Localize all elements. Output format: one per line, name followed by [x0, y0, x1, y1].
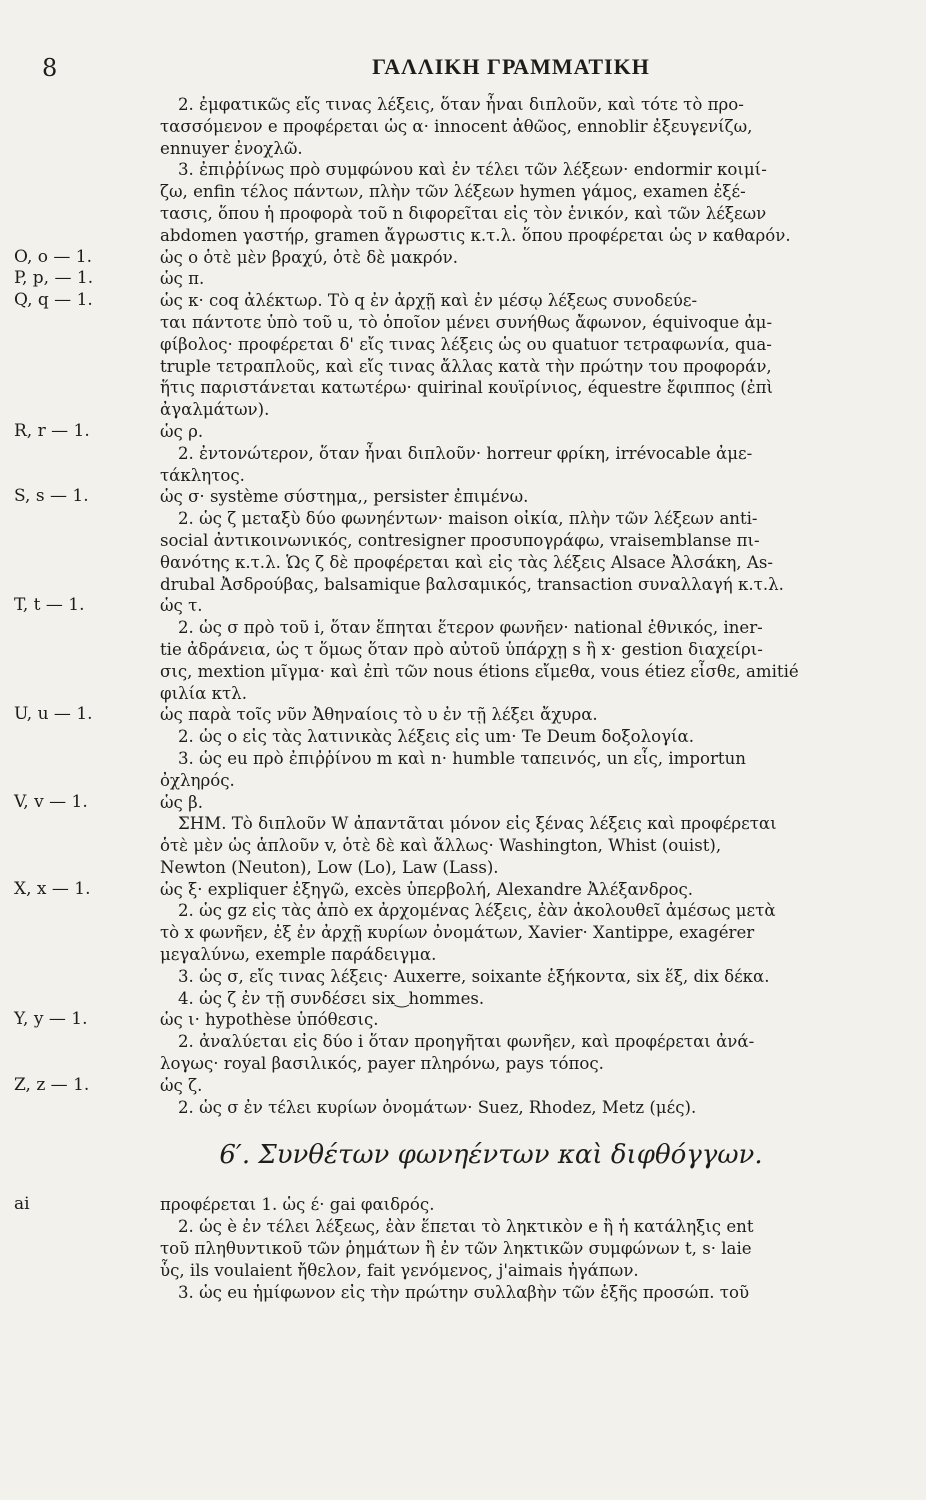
text-line: abdomen γαστήρ, gramen ἄγρωστις κ.τ.λ. ὅπου προφέρεται ὡς ν καθαρόν. [160, 225, 791, 245]
text-line: ἥτις παριστάνεται κατωτέρω· quirinal κουϊρίνιος, équestre ἔφιππος (ἐπὶ [160, 378, 774, 398]
letter-label: V, v — 1. [14, 791, 88, 812]
running-title: ΓΑΛΛΙΚΗ ΓΡΑΜΜΑΤΙΚΗ [372, 54, 650, 79]
page-header [42, 54, 862, 94]
paragraph-entry [14, 878, 862, 901]
paragraph-entry [160, 726, 862, 748]
text-line: ὡς ο ὁτὲ μὲν βραχύ, ὁτὲ δὲ μακρόν. [160, 247, 458, 267]
paragraph-entry [160, 988, 862, 1010]
text-line: τὸ x φωνῆεν, ἐξ ἐν ἀρχῇ κυρίων ὀνομάτων, Xavier· Xantippe, exagérer [160, 923, 755, 943]
text-line: τασσόμενον e προφέρεται ὡς α· innocent ἀθῶος, ennoblir ἐξευγενίζω, [160, 116, 753, 136]
text-line: 2. ὡς ζ μεταξὺ δύο φωνηέντων· maison οἰκία, πλὴν τῶν λέξεων anti- [178, 509, 758, 529]
paragraph-entry [160, 1216, 862, 1281]
text-line: τασις, ὅπου ἡ προφορὰ τοῦ n διφορεῖται εἰς τὸν ἑνικόν, καὶ τῶν λέξεων [160, 203, 767, 223]
text-line: ζω, enfin τέλος πάντων, πλὴν τῶν λέξεων hymen γάμος, examen ἐξέ- [160, 182, 746, 202]
paragraph-entry [160, 617, 862, 704]
text-line: 3. ὡς eu ἡμίφωνον εἰς τὴν πρώτην συλλαβὴν τῶν ἑξῆς προσώπ. τοῦ [178, 1282, 750, 1302]
text-line: τοῦ πληθυντικοῦ τῶν ῥημάτων ἢ ἐν τῶν ληκτικῶν συμφώνων t, s· laie [160, 1239, 752, 1259]
text-line: 2. ἐμφατικῶς εἴς τινας λέξεις, ὅταν ἦναι διπλοῦν, καὶ τότε τὸ προ- [178, 95, 744, 114]
paragraph-entry [14, 595, 862, 617]
text-line: ὗς, ils voulaient ἤθελον, fait γενόμενος, j'aimais ἠγάπων. [160, 1260, 639, 1280]
letter-label: Q, q — 1. [14, 290, 93, 311]
text-line: ὡς ρ. [160, 421, 204, 441]
text-line: ὡς ζ. [160, 1075, 203, 1095]
text-line: ὡς ι· hypothèse ὑπόθεσις. [160, 1010, 379, 1030]
text-line: φίβολος· προφέρεται δ' εἴς τινας λέξεις ὡς ου quatuor τετραφωνία, qua- [160, 334, 772, 354]
text-line: ὡς β. [160, 792, 203, 812]
text-line: ὡς π. [160, 269, 205, 289]
letter-label: P, p, — 1. [14, 268, 94, 289]
paragraph-entry [14, 1194, 862, 1216]
text-line: 3. ὡς σ, εἴς τινας λέξεις· Auxerre, soixante ἑξήκοντα, six ἕξ, dix δέκα. [178, 966, 770, 986]
text-line: ὡς κ· coq ἀλέκτωρ. Τὸ q ἐν ἀρχῇ καὶ ἐν μέσῳ λέξεως συνοδεύε- [160, 291, 698, 311]
letter-label: S, s — 1. [14, 486, 89, 507]
letter-label: Y, y — 1. [14, 1009, 88, 1030]
paragraph-entry [160, 94, 862, 159]
text-line: drubal Ἀσδρούβας, balsamique βαλσαμικός, transaction συναλλαγή κ.τ.λ. [160, 574, 784, 594]
text-line: θανότης κ.τ.λ. Ὡς ζ δὲ προφέρεται καὶ εἰς τὰς λέξεις Alsace Ἀλσάκη, As- [160, 552, 773, 572]
text-line: truple τετραπλοῦς, καὶ εἴς τινας ἄλλας κατὰ τὴν πρώτην του προφοράν, [160, 356, 772, 376]
text-line: 2. ὡς è ἐν τέλει λέξεως, ἐὰν ἕπεται τὸ ληκτικὸν e ἢ ἡ κατάληξις ent [178, 1217, 754, 1237]
text-line: social ἀντικοινωνικός, contresigner προσυπογράφω, vraisemblanse πι- [160, 530, 760, 550]
text-line: φιλία κτλ. [160, 683, 247, 703]
text-line: ὡς σ· système σύστημα,, persister ἐπιμένω. [160, 487, 529, 507]
letter-label: ai [14, 1194, 30, 1215]
paragraph-entry [14, 486, 862, 508]
paragraph-entry [14, 704, 862, 726]
text-line: tie ἀδράνεια, ὡς τ ὅμως ὅταν πρὸ αὐτοῦ ὑπάρχῃ s ἢ x· gestion διαχείρι- [160, 639, 763, 659]
text-line: 2. ὡς gz εἰς τὰς ἀπὸ ex ἀρχομένας λέξεις, ἐὰν ἀκολουθεῖ ἀμέσως μετὰ [178, 901, 776, 921]
paragraph-entry [160, 508, 862, 595]
letter-label: X, x — 1. [14, 878, 91, 899]
text-line: λογως· royal βασιλικός, payer πληρόνω, pays τόπος. [160, 1054, 604, 1074]
paragraph-entry [160, 1097, 862, 1119]
letter-label: R, r — 1. [14, 420, 90, 441]
text-line: 2. ὡς σ πρὸ τοῦ i, ὅταν ἕπηται ἕτερον φωνῆεν· national ἐθνικός, iner- [178, 618, 763, 638]
paragraph-entry [160, 748, 862, 792]
paragraph-entry [14, 268, 862, 290]
text-line: ὡς τ. [160, 596, 203, 616]
text-line: Newton (Neuton), Low (Lo), Law (Lass). [160, 857, 499, 877]
text-line: 2. ὡς σ ἐν τέλει κυρίων ὀνομάτων· Suez, Rhodez, Metz (μές). [178, 1097, 697, 1117]
paragraph-entry [160, 813, 862, 878]
text-line: τάκλητος. [160, 465, 245, 485]
text-line: 3. ἐπιῤῥίνως πρὸ συμφώνου καὶ ἐν τέλει τῶν λέξεων· endormir κοιμί- [178, 160, 767, 180]
section-heading: 6′. Συνθέτων φωνηέντων καὶ διφθόγγων. [219, 1140, 763, 1171]
text-line: 2. ὡς ο εἰς τὰς λατινικὰς λέξεις εἰς um· Te Deum δοξολογία. [178, 727, 695, 747]
text-line: ται πάντοτε ὑπὸ τοῦ u, τὸ ὁποῖον μένει συνήθως ἄφωνον, équivoque ἀμ- [160, 312, 773, 332]
text-body [14, 94, 862, 1118]
letter-label: O, o — 1. [14, 246, 93, 267]
text-line: ὡς παρὰ τοῖς νῦν Ἀθηναίοις τὸ υ ἐν τῇ λέξει ἄχυρα. [160, 705, 598, 725]
paragraph-entry [14, 791, 862, 814]
letter-label: U, u — 1. [14, 704, 93, 725]
paragraph-entry [14, 246, 862, 269]
paragraph-entry [160, 443, 862, 487]
text-line: ΣΗΜ. Τὸ διπλοῦν W ἀπαντᾶται μόνον εἰς ξένας λέξεις καὶ προφέρεται [178, 814, 777, 834]
text-line: ὡς ξ· expliquer ἐξηγῶ, excès ὑπερβολή, Alexandre Ἀλέξανδρος. [160, 879, 694, 899]
page-number: 8 [42, 54, 58, 82]
paragraph-entry [14, 1009, 862, 1031]
paragraph-entry [160, 900, 862, 965]
letter-label: Z, z — 1. [14, 1074, 90, 1095]
letter-label: T, t — 1. [14, 595, 85, 616]
text-line: προφέρεται 1. ὡς έ· gai φαιδρός. [160, 1195, 435, 1215]
text-line: ἀγαλμάτων). [160, 400, 270, 420]
paragraph-entry [14, 290, 862, 421]
text-line: μεγαλύνω, exemple παράδειγμα. [160, 945, 437, 965]
text-line: ὁτὲ μὲν ὡς ἁπλοῦν v, ὁτὲ δὲ καὶ ἄλλως· Washington, Whist (ouist), [160, 836, 722, 856]
text-line: 3. ὡς eu πρὸ ἐπιῤῥίνου m καὶ n· humble ταπεινός, un εἷς, importun [178, 748, 746, 768]
text-line: 2. ἐντονώτερον, ὅταν ἦναι διπλοῦν· horreur φρίκη, irrévocable ἀμε- [178, 443, 753, 463]
paragraph-entry [160, 1031, 862, 1075]
text-line: ὀχληρός. [160, 770, 235, 790]
text-line: ennuyer ἐνοχλῶ. [160, 138, 303, 158]
paragraph-entry [160, 159, 862, 246]
paragraph-entry [14, 420, 862, 443]
text-line: 2. ἀναλύεται εἰς δύο i ὅταν προηγῆται φωνῆεν, καὶ προφέρεται ἀνά- [178, 1032, 755, 1052]
paragraph-entry [160, 966, 862, 988]
diphthongs-text [14, 1194, 862, 1303]
text-line: σις, mextion μῖγμα· καὶ ἐπὶ τῶν nous étions εἴμεθα, vous étiez εἶσθε, amitié [160, 661, 799, 681]
paragraph-entry [14, 1074, 862, 1097]
text-line: 4. ὡς ζ ἐν τῇ συνδέσει six‿hommes. [178, 988, 485, 1008]
paragraph-entry [160, 1282, 862, 1304]
